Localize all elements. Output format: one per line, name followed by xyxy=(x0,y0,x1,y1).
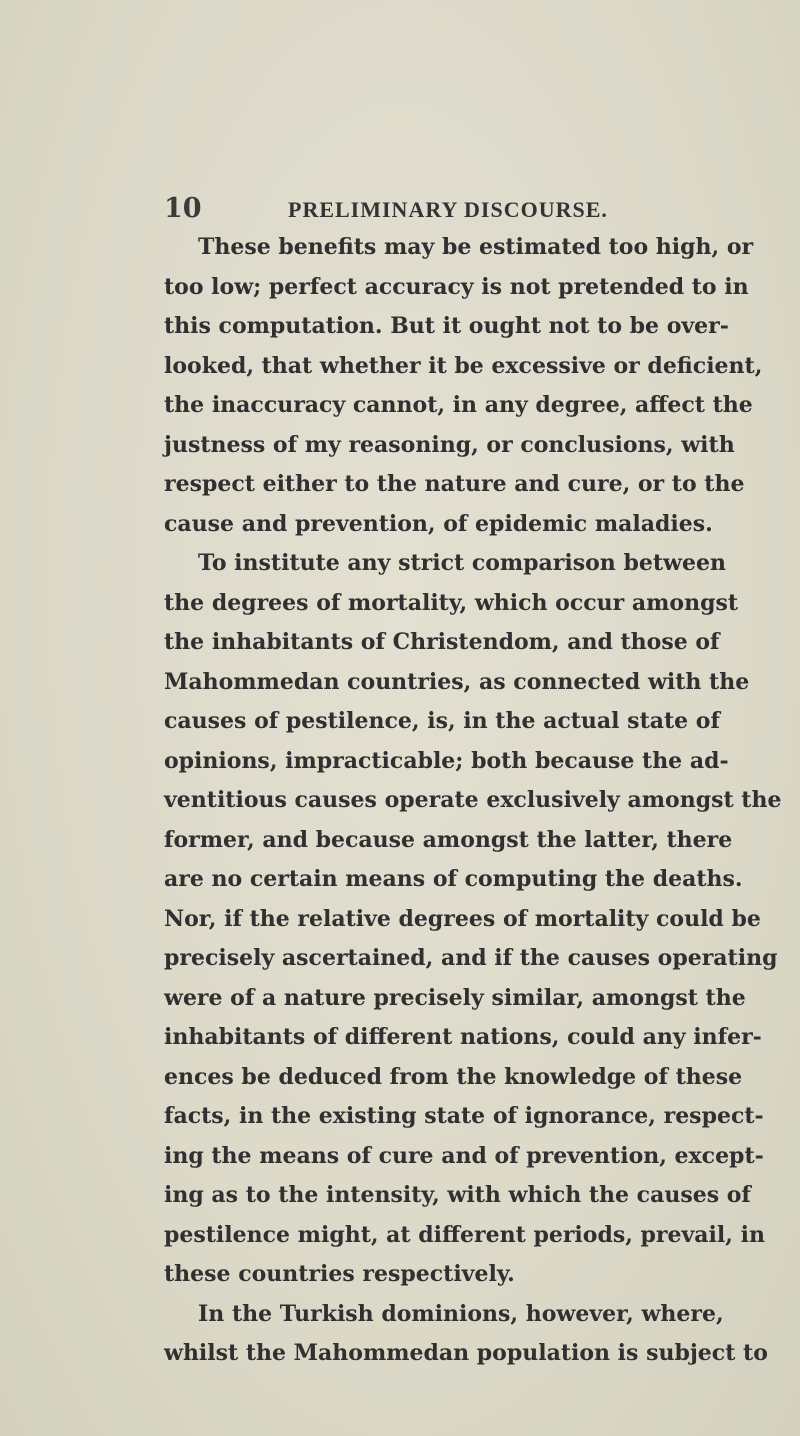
text-line: causes of pestilence, is, in the actual state of xyxy=(164,708,720,734)
text-line: are no certain means of computing the deaths. xyxy=(164,866,743,892)
page-header xyxy=(164,193,724,233)
text-line: precisely ascertained, and if the causes operating xyxy=(164,945,778,971)
text-line: respect either to the nature and cure, or to the xyxy=(164,471,745,497)
text-line: the degrees of mortality, which occur amongst xyxy=(164,589,739,616)
text-line: Nor, if the relative degrees of mortality could be xyxy=(164,905,761,932)
text-line: looked, that whether it be excessive or deficient, xyxy=(164,352,763,379)
text-line: inhabitants of different nations, could any infer- xyxy=(164,1024,762,1050)
text-line: cause and prevention, of epidemic maladies. xyxy=(164,510,713,537)
text-line: former, and because amongst the latter, there xyxy=(164,826,733,853)
text-line: the inaccuracy cannot, in any degree, affect the xyxy=(164,392,753,418)
running-title: PRELIMINARY DISCOURSE. xyxy=(288,197,608,222)
text-line: facts, in the existing state of ignorance, respect- xyxy=(164,1103,764,1129)
text-line: These benefits may be estimated too high, or xyxy=(198,234,754,260)
text-line: these countries respectively. xyxy=(164,1261,515,1287)
text-line: justness of my reasoning, or conclusions, with xyxy=(164,431,735,458)
text-line: ing as to the intensity, with which the causes of xyxy=(164,1182,751,1208)
text-line: To institute any strict comparison between xyxy=(198,550,726,576)
text-line: In the Turkish dominions, however, where, xyxy=(198,1300,724,1327)
text-line: this computation. But it ought not to be over- xyxy=(164,313,729,339)
text-line: ventitious causes operate exclusively amongst the xyxy=(164,787,782,813)
text-line: opinions, impracticable; both because the ad- xyxy=(164,747,729,774)
page-number: 10 xyxy=(164,193,202,224)
body-text xyxy=(164,228,782,1374)
text-line: too low; perfect accuracy is not pretended to in xyxy=(164,273,749,300)
text-line: ences be deduced from the knowledge of these xyxy=(164,1063,743,1090)
text-line: whilst the Mahommedan population is subject to xyxy=(164,1340,768,1366)
text-line: the inhabitants of Christendom, and those of xyxy=(164,629,720,655)
text-line: were of a nature precisely similar, amongst the xyxy=(164,984,746,1011)
text-line: pestilence might, at different periods, prevail, in xyxy=(164,1221,765,1248)
text-line: ing the means of cure and of prevention, except- xyxy=(164,1142,764,1169)
text-line: Mahommedan countries, as connected with the xyxy=(164,668,750,695)
